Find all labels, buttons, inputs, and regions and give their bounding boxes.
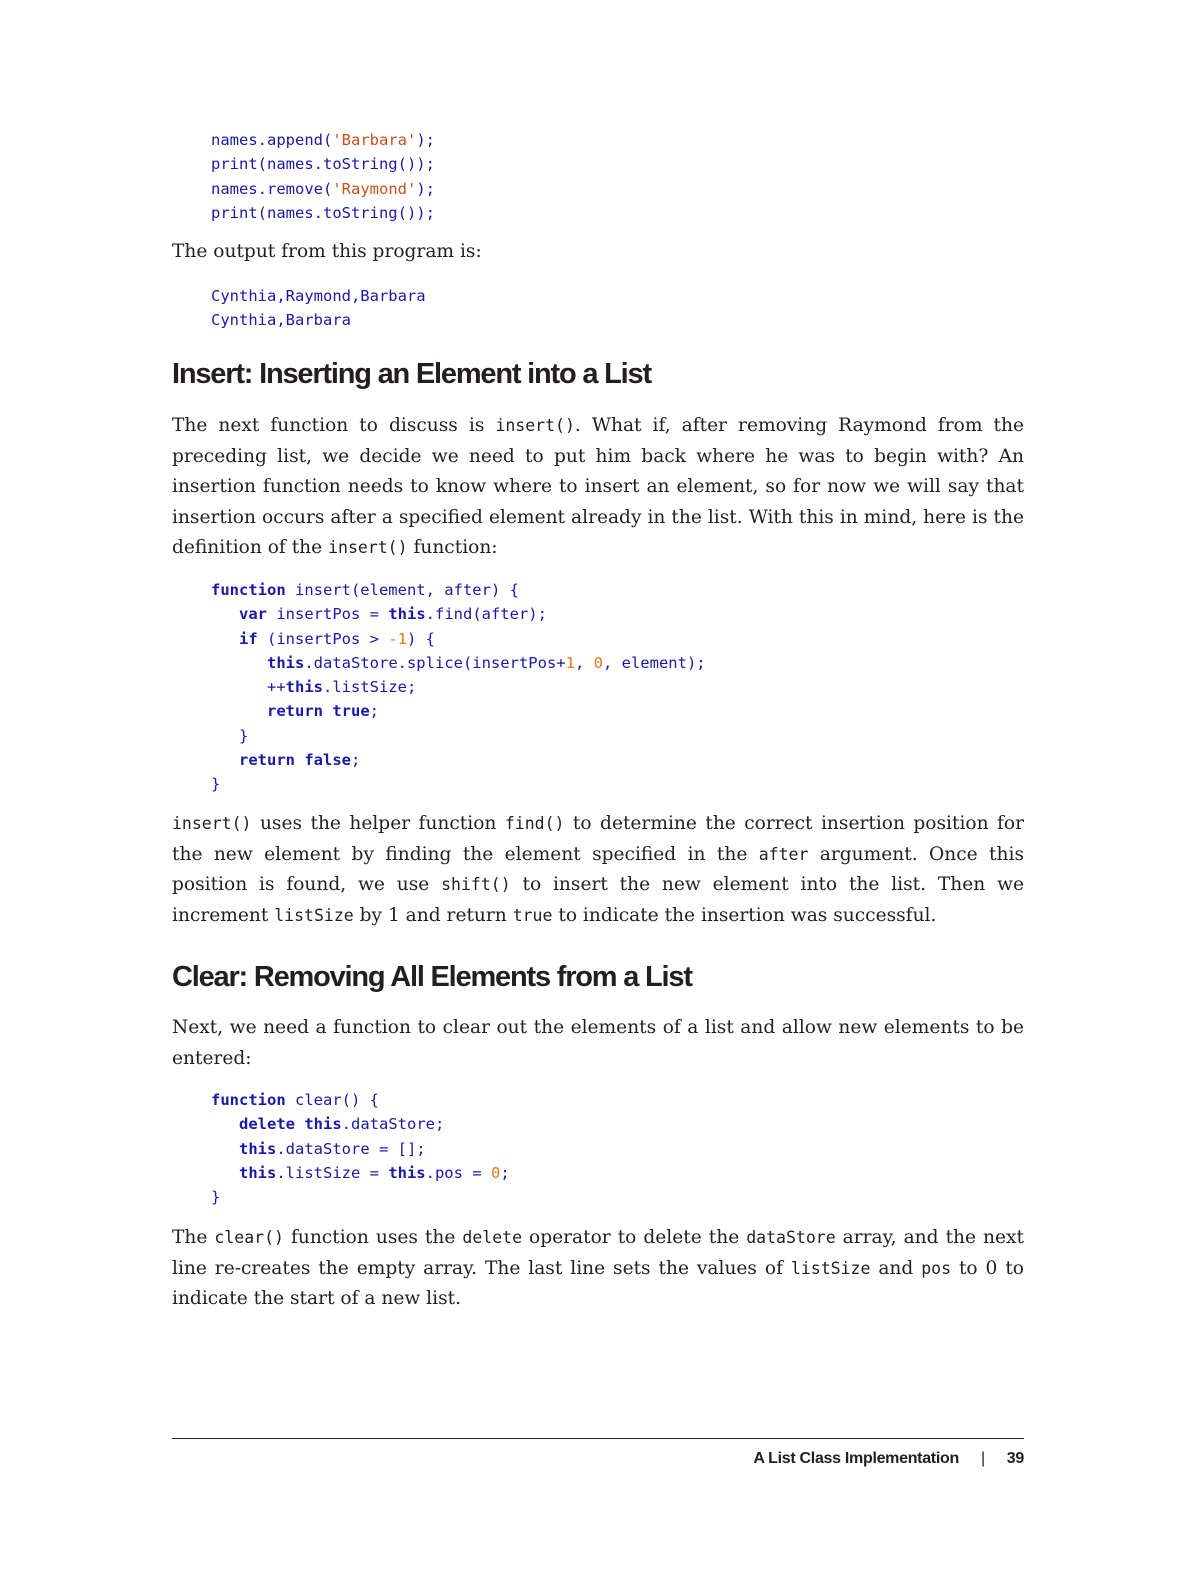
code-line: var insertPos = this.find(after); [239,605,547,624]
code-line: } [211,775,221,794]
output-intro-paragraph [172,237,1024,268]
code-line: names.remove('Raymond'); [211,179,435,198]
text-run: to insert the new element into the list. Then we increment [172,874,1024,926]
text-run: argument. Once this position is found, we use [172,843,1024,895]
text-run: to indicate the insertion was successful. [552,904,937,926]
inline-code: clear() [214,1228,284,1247]
code-line: return true; [267,702,380,721]
text-run: and [870,1257,922,1279]
text-run: array, and the next line re-creates the empty array. The last line sets the values of [172,1227,1024,1279]
inline-code: true [512,905,553,925]
text-run: function: [407,537,498,558]
inline-code: listSize [790,1258,871,1278]
inline-code: shift() [441,875,511,894]
code-listing-clear-function [211,1088,510,1209]
page-footer [753,1450,1024,1468]
code-line: this.dataStore = []; [239,1139,426,1158]
text-run: The output from this program is: [172,241,482,262]
code-line: function clear() { [211,1091,379,1109]
code-listing-append-remove [211,128,435,225]
footer-separator: | [980,1450,985,1467]
insert-intro-paragraph [172,411,1024,564]
text-run: Next, we need a function to clear out the elements of a list and allow new elements to be entered: [172,1017,1024,1069]
code-line: Cynthia,Barbara [211,311,351,330]
inline-code: after [758,844,809,864]
text-run: by 1 and return [353,904,513,926]
code-line: Cynthia,Raymond,Barbara [211,287,426,305]
section-heading-clear: Clear: Removing All Elements from a List [172,961,692,993]
inline-code: insert() [172,814,252,833]
code-line: } [211,1188,221,1207]
code-line: names.append('Barbara'); [211,131,435,149]
text-run: The next function to discuss is [172,415,496,436]
inline-code: pos [921,1258,952,1278]
code-line: if (insertPos > -1) { [239,629,435,648]
footer-section-title: A List Class Implementation [753,1450,959,1467]
inline-code: insert() [328,538,408,557]
text-run: uses the helper function [251,813,505,834]
page-number: 39 [1006,1450,1024,1467]
text-run: function uses the [283,1227,463,1248]
text-run: The [172,1227,215,1248]
footer-rule [172,1438,1024,1439]
code-line: } [211,726,249,745]
inline-code: find() [504,814,565,833]
code-line: print(names.toString()); [211,155,435,174]
code-listing-insert-function [211,578,706,797]
code-line: delete this.dataStore; [239,1115,445,1134]
code-line: this.listSize = this.pos = 0; [239,1163,510,1182]
clear-intro-paragraph [172,1013,1024,1074]
code-line: print(names.toString()); [211,203,435,222]
text-run: to determine the correct insertion position for the new element by finding the element specified in the [172,813,1024,865]
insert-explanation-paragraph [172,809,1024,931]
inline-code: listSize [274,905,354,925]
code-listing-output [211,284,426,333]
code-line: ++this.listSize; [211,678,417,697]
code-line: function insert(element, after) { [211,581,519,599]
text-run: operator to delete the [522,1227,747,1248]
clear-explanation-paragraph [172,1223,1024,1315]
inline-code: insert() [495,416,575,435]
code-line: this.dataStore.splice(insertPos+1, 0, element); [267,653,706,672]
inline-code: delete [462,1228,523,1247]
code-line: return false; [239,751,361,770]
text-run: to 0 to indicate the start of a new list. [172,1257,1024,1309]
section-heading-insert: Insert: Inserting an Element into a List [172,358,651,390]
text-run: . What if, after removing Raymond from the preceding list, we decide we need to put him back where he was to begin with? An insertion function needs to know where to insert an element, so for now we will say that insertion occurs after a specified element already in the list. With this in mind, here is the definition of the [172,415,1024,558]
inline-code: dataStore [746,1228,836,1247]
